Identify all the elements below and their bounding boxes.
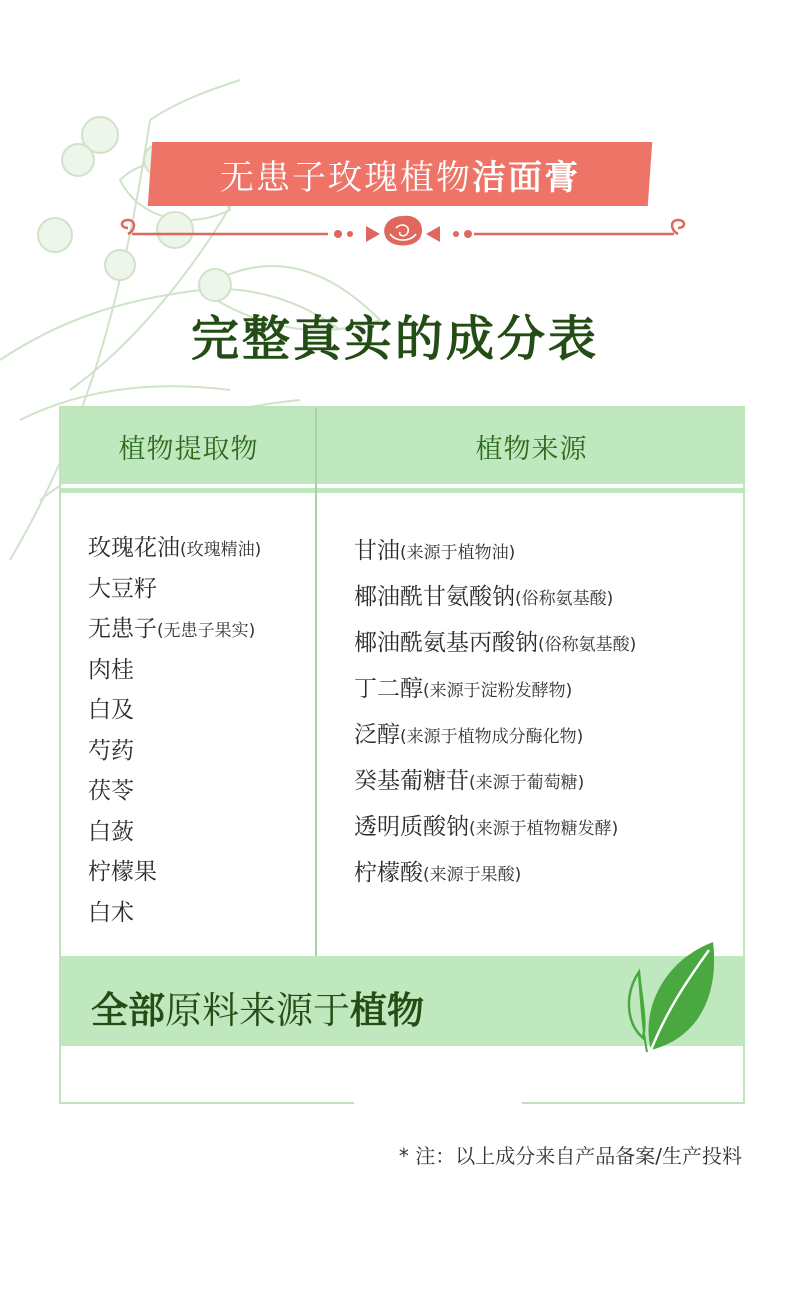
list-item: 白蔹	[88, 818, 134, 845]
list-item: 柠檬果	[88, 859, 157, 885]
list-item: 芍药	[88, 737, 134, 764]
header-plant-extracts: 植物提取物	[118, 433, 259, 465]
list-item: 无患子(无患子果实)	[88, 616, 256, 642]
list-item: 柠檬酸(来源于果酸)	[354, 860, 522, 886]
list-item: 椰油酰氨基丙酸钠(俗称氨基酸)	[354, 630, 637, 656]
plant-source-list	[354, 528, 734, 896]
list-item: 癸基葡糖苷(来源于葡萄糖)	[354, 768, 585, 794]
product-title	[220, 150, 580, 199]
column-divider	[315, 408, 317, 956]
rose-icon	[384, 216, 422, 246]
plant-extract-list	[88, 528, 308, 933]
list-item: 甘油(来源于植物油)	[354, 538, 516, 564]
product-title-banner	[148, 142, 652, 206]
rose-divider	[118, 206, 688, 256]
all-plant-sourced-text: 全部原料来源于植物	[91, 988, 424, 1032]
leaf-icon	[621, 942, 721, 1060]
list-item: 白术	[88, 899, 134, 926]
table-header	[61, 408, 743, 484]
list-item: 泛醇(来源于植物成分酶化物)	[354, 722, 584, 748]
header-plant-sources: 植物来源	[475, 433, 588, 465]
list-item: 白及	[88, 697, 134, 723]
list-item: 大豆籽	[88, 575, 157, 602]
footnote: * 注：以上成分来自产品备案/生产投料	[398, 1144, 742, 1168]
product-title-regular: 无患子玫瑰植物	[220, 157, 472, 198]
table-border-gap	[354, 1100, 522, 1110]
list-item: 玫瑰花油(玫瑰精油)	[88, 535, 262, 561]
list-item: 丁二醇(来源于淀粉发酵物)	[354, 676, 573, 702]
ingredient-table	[59, 406, 745, 1104]
page-title: 完整真实的成分表	[190, 311, 599, 367]
product-title-bold: 洁面膏	[472, 157, 580, 198]
list-item: 椰油酰甘氨酸钠(俗称氨基酸)	[354, 584, 614, 610]
list-item: 透明质酸钠(来源于植物糖发酵)	[354, 814, 619, 840]
list-item: 茯苓	[88, 778, 134, 804]
all-plant-sourced-banner	[61, 956, 743, 1046]
list-item: 肉桂	[88, 656, 134, 683]
